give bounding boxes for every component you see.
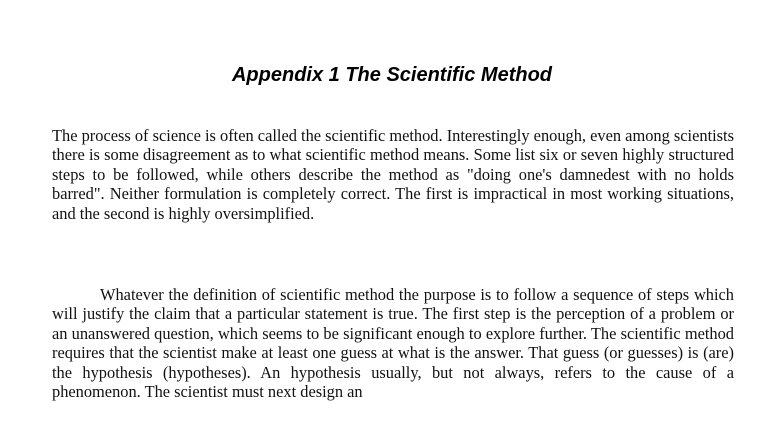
- paragraph-2: Whatever the definition of scientific method the purpose is to follow a sequence of steps which will justify the claim that a particular statement is true. The first step is the perception of a problem or an unanswered question, which seems to be significant enough to explore further. The scientific method requires that the scientist make at least one guess at what is the answer. That guess (or guesses) is (are) the hypothesis (hypotheses). An hypothesis usually, but not always, refers to the cause of a phenomenon. The scientist must next design an: [52, 285, 734, 402]
- paragraph-1: The process of science is often called the scientific method. Interestingly enough, even among scientists there is some disagreement as to what scientific method means. Some list six or seven highly structured steps to be followed, while others describe the method as "doing one's damnedest with no holds barred". Neither formulation is completely correct. The first is impractical in most working situations, and the second is highly oversimplified.: [52, 126, 734, 223]
- page-title: Appendix 1 The Scientific Method: [231, 64, 553, 86]
